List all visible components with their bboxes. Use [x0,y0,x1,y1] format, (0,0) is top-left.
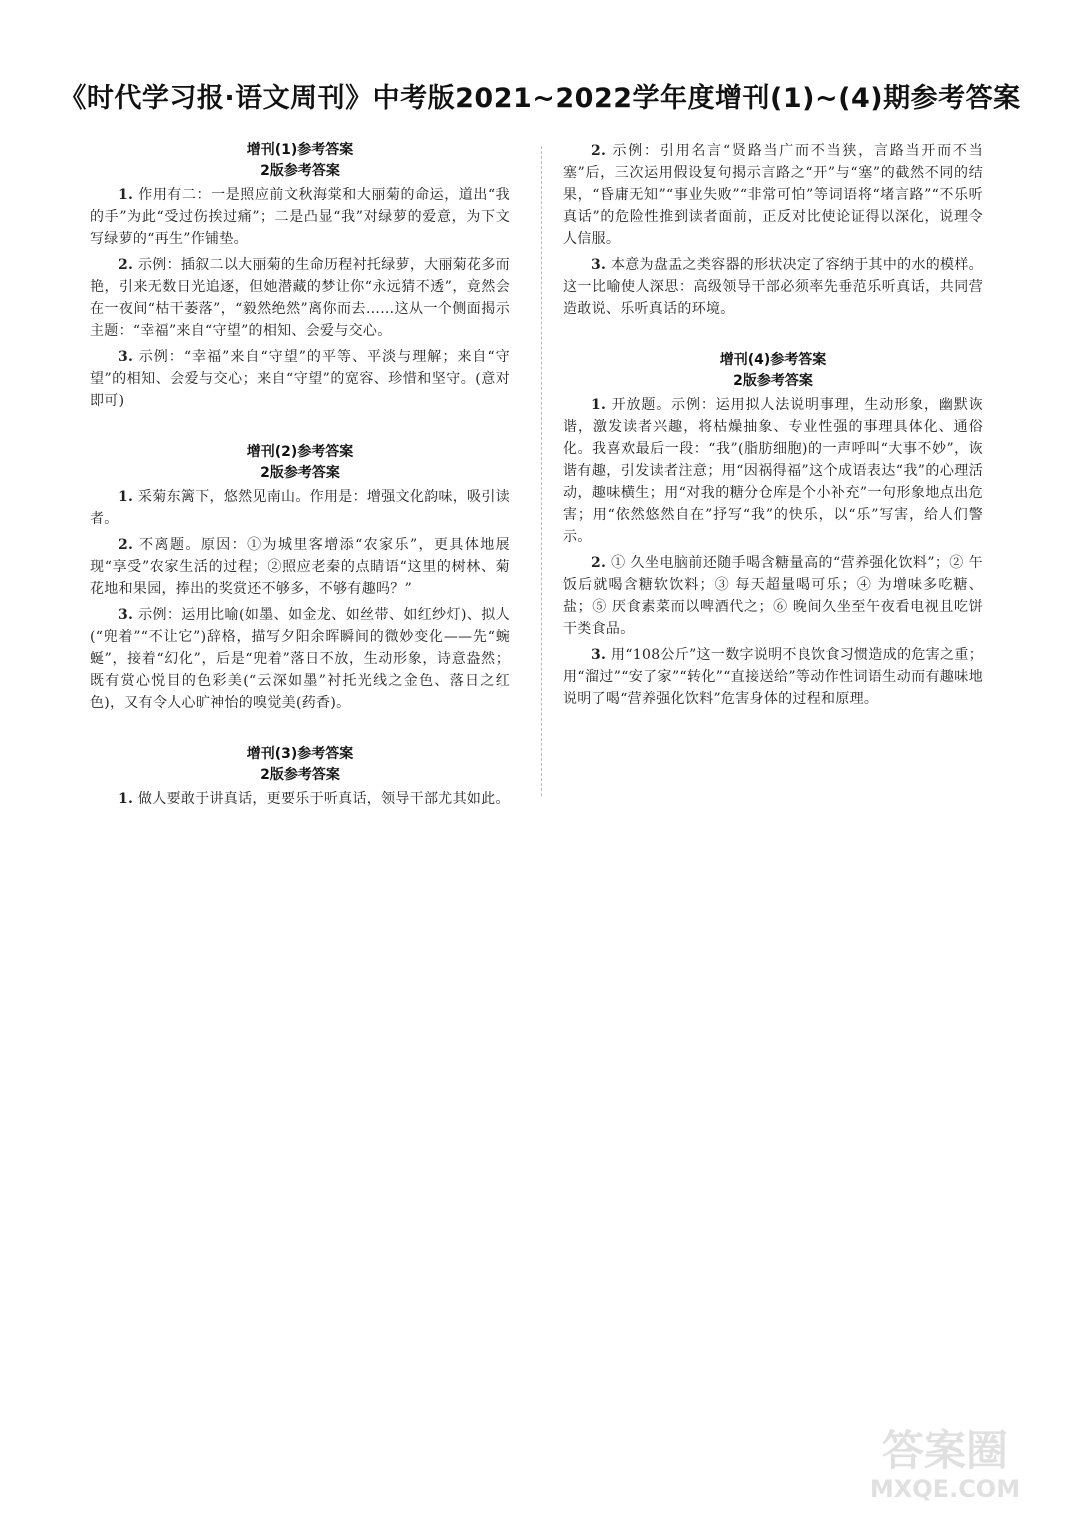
answer-number: 3. [118,607,134,623]
answer-item [563,140,983,250]
answer-item [563,552,983,640]
answer-number: 1. [118,187,134,203]
answer-item [563,254,983,320]
answer-item [90,534,510,600]
answer-item [90,604,510,714]
section-supplement-3 [90,744,510,810]
column-divider [541,146,542,796]
watermark-url: MXQE.COM [869,1475,1021,1503]
right-column [563,140,983,730]
section-supplement-2 [90,442,510,714]
section-subheading: 2版参考答案 [733,373,813,389]
answer-number: 3. [591,257,607,273]
answer-number: 1. [118,489,134,505]
answer-item [90,788,510,810]
answer-number: 2. [118,257,134,273]
answer-number: 3. [118,349,134,365]
section-subheading: 2版参考答案 [260,465,340,481]
section-supplement-4 [563,350,983,710]
left-column [90,140,510,830]
answer-number: 2. [118,537,134,553]
answer-text: 采菊东篱下，悠然见南山。作用是：增强文化韵味，吸引读者。 [90,489,510,527]
section-supplement-3-continued [563,140,983,320]
answer-item [563,394,983,548]
answer-text: 示例：运用比喻(如墨、如金龙、如丝带、如红纱灯)、拟人(“兜着”“不让它”)辞格，描写夕阳余晖瞬间的微妙变化——先“蜿蜒”，接着“幻化”，后是“兜着”落日不放，生动形象，诗意盎然；既有赏心悦目的色彩美(“云深如墨”衬托光线之金色、落日之红色)，又有令人心旷神怡的嗅觉美(药香)。 [90,607,510,711]
answer-text: 示例：插叙二以大丽菊的生命历程衬托绿萝，大丽菊花多而艳，引来无数日光追逐，但她潜藏的梦让你“永远猜不透”，竟然会在一夜间“枯干萎落”，“毅然绝然”离你而去……这从一个侧面揭示主题：“幸福”来自“守望”的相知、会爱与交心。 [90,257,510,339]
answer-item [90,346,510,412]
watermark-logo [860,1413,1030,1505]
answer-text: 用“108公斤”这一数字说明不良饮食习惯造成的危害之重；用“溜过”“安了家”“转化”“直接送给”等动作性词语生动而有趣味地说明了喝“营养强化饮料”危害身体的过程和原理。 [563,647,983,707]
section-heading: 增刊(2)参考答案 [246,444,354,460]
answer-number: 2. [591,555,607,571]
section-supplement-1 [90,140,510,412]
answer-number: 2. [591,143,607,159]
answer-text: 做人要敢于讲真话，更要乐于听真话，领导干部尤其如此。 [137,791,510,807]
answer-item [90,486,510,530]
answer-text: 示例：“幸福”来自“守望”的平等、平淡与理解；来自“守望”的相知、会爱与交心；来自“守望”的宽容、珍惜和坚守。(意对即可) [90,349,510,409]
answer-text: 开放题。示例：运用拟人法说明事理，生动形象，幽默诙谐，激发读者兴趣，将枯燥抽象、专业性强的事理具体化、通俗化。我喜欢最后一段：“我”(脂肪细胞)的一声呼叫“大事不妙”，诙谐有趣，引发读者注意；用“因祸得福”这个成语表达“我”的心理活动，趣味横生；用“对我的糖分仓库是个小补充”一句形象地点出危害；用“依然悠然自在”抒写“我”的快乐，以“乐”写害，给人们警示。 [563,397,983,545]
answer-text: 作用有二：一是照应前文秋海棠和大丽菊的命运，道出“我的手”为此“受过伤挨过痛”；二是凸显“我”对绿萝的爱意，为下文写绿萝的“再生”作铺垫。 [90,187,510,247]
answer-item [90,254,510,342]
answer-text: 不离题。原因：①为城里客增添“农家乐”，更具体地展现“享受”农家生活的过程；②照应老秦的点睛语“这里的树林、菊花地和果园，捧出的奖赏还不够多，不够有趣吗？” [90,537,510,597]
section-heading: 增刊(3)参考答案 [246,746,354,762]
answer-number: 3. [591,647,607,663]
answer-item [90,184,510,250]
section-subheading: 2版参考答案 [260,767,340,783]
page-title: 《时代学习报·语文周刊》中考版2021~2022学年度增刊(1)~(4)期参考答案 [59,83,1021,114]
answer-text: ① 久坐电脑前还随手喝含糖量高的“营养强化饮料”；② 午饭后就喝含糖软饮料；③ 每天超量喝可乐；④ 为增味多吃糖、盐；⑤ 厌食素菜而以啤酒代之；⑥ 晚间久坐至午夜看电视且吃饼干类食品。 [563,555,983,637]
section-subheading: 2版参考答案 [260,163,340,179]
section-heading: 增刊(4)参考答案 [719,352,827,368]
answer-number: 1. [591,397,607,413]
answer-text: 示例：引用名言“贤路当广而不当狭，言路当开而不当塞”后，三次运用假设复句揭示言路之“开”与“塞”的截然不同的结果，“昏庸无知”“事业失败”“非常可怕”等词语将“堵言路”“不乐听真话”的危险性推到读者面前，正反对比使论证得以深化，说理令人信服。 [563,143,983,247]
answer-item [563,644,983,710]
watermark-text: 答案圈 [881,1426,1009,1475]
answer-number: 1. [118,791,134,807]
answer-text: 本意为盘盂之类容器的形状决定了容纳于其中的水的模样。这一比喻使人深思：高级领导干部必须率先垂范乐听真话，共同营造敢说、乐听真话的环境。 [563,257,983,317]
section-heading: 增刊(1)参考答案 [246,142,354,158]
